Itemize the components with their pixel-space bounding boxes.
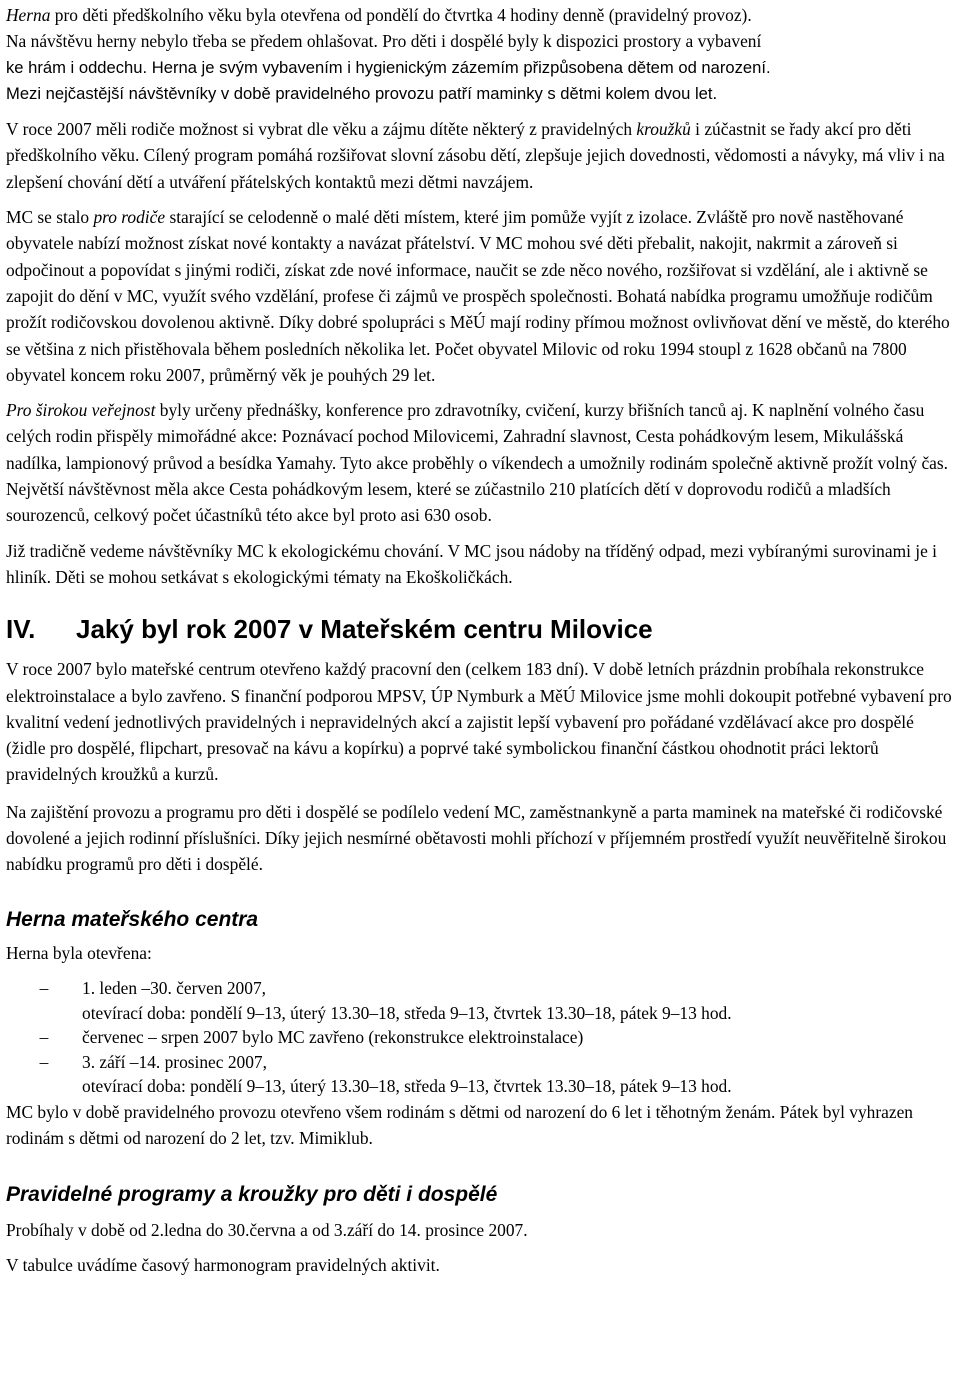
- paragraph-pro-rodice: [6, 204, 954, 388]
- paragraph-rok-2007: V roce 2007 bylo mateřské centrum otevřeno každý pracovní den (celkem 183 dní). V době letních prázdnin probíhala rekonstrukce elektroinstalace a bylo zavřeno. S finanční podporou MPSV, ÚP Nymburk a MěÚ Milovice jsme mohli dokoupit potřebné vybavení pro kvalitní vedení jednotlivých pravidelných i nepravidelných akcí a zajistit lepší vybavení pro pořádané vzdělávací akce pro dospělé (židle pro dospělé, flipchart, presovač na kávu a kopírku) a poprvé také symbolickou finanční částkou ohodnotit práci lektorů pravidelných kroužků a kurzů.: [6, 659, 952, 785]
- pro-rodice-text-a: MC se stalo: [6, 207, 94, 228]
- dash-bullet: –: [39, 977, 49, 998]
- krouzky-italic: kroužků: [636, 119, 691, 140]
- paragraph-krouzky: [6, 116, 954, 195]
- herna-intro-line-3: ke hrám i oddechu. Herna je svým vybavením i hygienickým zázemím přizpůsobena dětem od narození.: [6, 57, 771, 77]
- list-item: [6, 1025, 954, 1050]
- section-number: IV.: [6, 614, 36, 645]
- herna-word: Herna: [6, 5, 51, 25]
- paragraph-zajisteni-provozu: Na zajištění provozu a programu pro děti i dospělé se podílelo vedení MC, zaměstnankyně a parta maminek na mateřské či rodičovské dovolené a jejich rodinní příslušníci. Díky jejich nesmírné obětavosti mohli příchozí v příjemném prostředí využít neuvěřitelně širokou nabídku programů pro děti i dospělé.: [6, 801, 947, 875]
- herna-intro-line-4: Mezi nejčastější návštěvníky v době pravidelného provozu patří maminky s dětmi kolem dvou let.: [6, 83, 718, 103]
- pro-rodice-text-b: starající se celodenně o malé děti místem, které jim pomůže vyjít z izolace. Zvláště pro nově nastěhované obyvatele nabízí možnost získat nové kontakty a navázat přátelství. V MC mohou své děti přebalit, nakojit, nakrmit a zároveň si odpočinout a popovídat s jinými rodiči, získat zde nové informace, naučit se zde něco nového, rozšiřovat si vzdělání, ale i aktivně se zapojit do dění v MC, využít svého vzdělání, profese či zájmů ve prospěch společnosti. Bohatá nabídka programu umožňuje rodičům prožít rodičovskou dovolenou aktivně. Díky dobré spolupráci s MěÚ mají rodiny přímou možnost ovlivňovat dění ve městě, do kterého se většina z nich přistěhovala během posledních několika let. Počet obyvatel Milovic od roku 1994 stoupl z 1628 občanů na 7800 obyvatel koncem roku 2007, průměrný věk je pouhých 29 let.: [6, 207, 950, 385]
- list-item: [6, 976, 954, 1001]
- herna-intro-line-2: Na návštěvu herny nebylo třeba se předem ohlašovat. Pro děti i dospělé byly k dispozici prostory a vybavení: [6, 31, 762, 52]
- herna-heading: Herna mateřského centra: [6, 907, 259, 931]
- list-item: [6, 1050, 954, 1075]
- herna-intro-line-1: [6, 2, 954, 28]
- section-title: Jaký byl rok 2007 v Mateřském centru Milovice: [76, 614, 653, 645]
- herna-intro: Herna byla otevřena:: [6, 942, 152, 963]
- paragraph-ekologie: Již tradičně vedeme návštěvníky MC k ekologickému chování. V MC jsou nádoby na tříděný odpad, mezi vybíranými surovinami je i hliník. Děti se mohou setkávat s ekologickými tématy na Ekoškoličkách.: [6, 540, 938, 587]
- list-item-line-2: otevírací doba: pondělí 9–13, úterý 13.30–18, středa 9–13, čtvrtek 13.30–18, pátek 9–13 hod.: [82, 1076, 732, 1097]
- herna-intro-line-1-text: pro děti předškolního věku byla otevřena od pondělí do čtvrtka 4 hodiny denně (pravidelný provoz).: [50, 5, 752, 25]
- list-item-line-2: otevírací doba: pondělí 9–13, úterý 13.30–18, středa 9–13, čtvrtek 13.30–18, pátek 9–13 hod.: [82, 1002, 732, 1023]
- programy-line-1: Probíhaly v době od 2.ledna do 30.června a od 3.září do 14. prosince 2007.: [6, 1220, 528, 1241]
- paragraph-verejnost: [6, 397, 954, 528]
- verejnost-text: byly určeny přednášky, konference pro zdravotníky, cvičení, kurzy břišních tanců aj. K naplnění volného času celých rodin přispěly mimořádné akce: Poznávací pochod Milovicemi, Zahradní slavnost, Cesta pohádkovým lesem, Mikulášská nadílka, lampionový průvod a besídka Yamahy. Tyto akce proběhly o víkendech a umožnily rodinám společně aktivně prožít volný čas. Největší návštěvnost měla akce Cesta pohádkovým lesem, které se zúčastnilo 210 platících dětí v doprovodu rodičů a mladších sourozenců, celkový počet účastníků této akce byl proto asi 630 osob.: [6, 400, 948, 526]
- herna-list: [6, 976, 954, 1099]
- list-item-line-1: 3. září –14. prosinec 2007,: [82, 1051, 267, 1072]
- pro-rodice-italic: pro rodiče: [93, 207, 166, 228]
- programy-line-2: V tabulce uvádíme časový harmonogram pravidelných aktivit.: [6, 1254, 440, 1275]
- section-heading: [6, 612, 954, 646]
- paragraph-herna-intro: [6, 2, 954, 107]
- herna-after: MC bylo v době pravidelného provozu otevřeno všem rodinám s dětmi od narození do 6 let i těhotným ženám. Pátek byl vyhrazen rodinám s dětmi od narození do 2 let, tzv. Mimiklub.: [6, 1101, 913, 1149]
- programy-heading: Pravidelné programy a kroužky pro děti i dospělé: [6, 1183, 498, 1207]
- list-item-line-1: červenec – srpen 2007 bylo MC zavřeno (rekonstrukce elektroinstalace): [82, 1027, 584, 1048]
- dash-bullet: –: [39, 1027, 49, 1048]
- list-item-line-1: 1. leden –30. červen 2007,: [82, 977, 266, 998]
- verejnost-italic: Pro širokou veřejnost: [6, 400, 156, 421]
- dash-bullet: –: [39, 1051, 49, 1072]
- document-page: [6, 0, 954, 1278]
- krouzky-text-b: i zúčastnit se řady akcí pro děti předškolního věku. Cílený program pomáhá rozšiřovat slovní zásobu dětí, zlepšuje jejich dovednosti, vědomosti a návyky, má vliv i na zlepšení chování dětí a utváření přátelských kontaktů mezi dětmi navzájem.: [6, 119, 945, 192]
- krouzky-text-a: V roce 2007 měli rodiče možnost si vybrat dle věku a zájmu dítěte některý z pravidelných: [6, 119, 637, 140]
